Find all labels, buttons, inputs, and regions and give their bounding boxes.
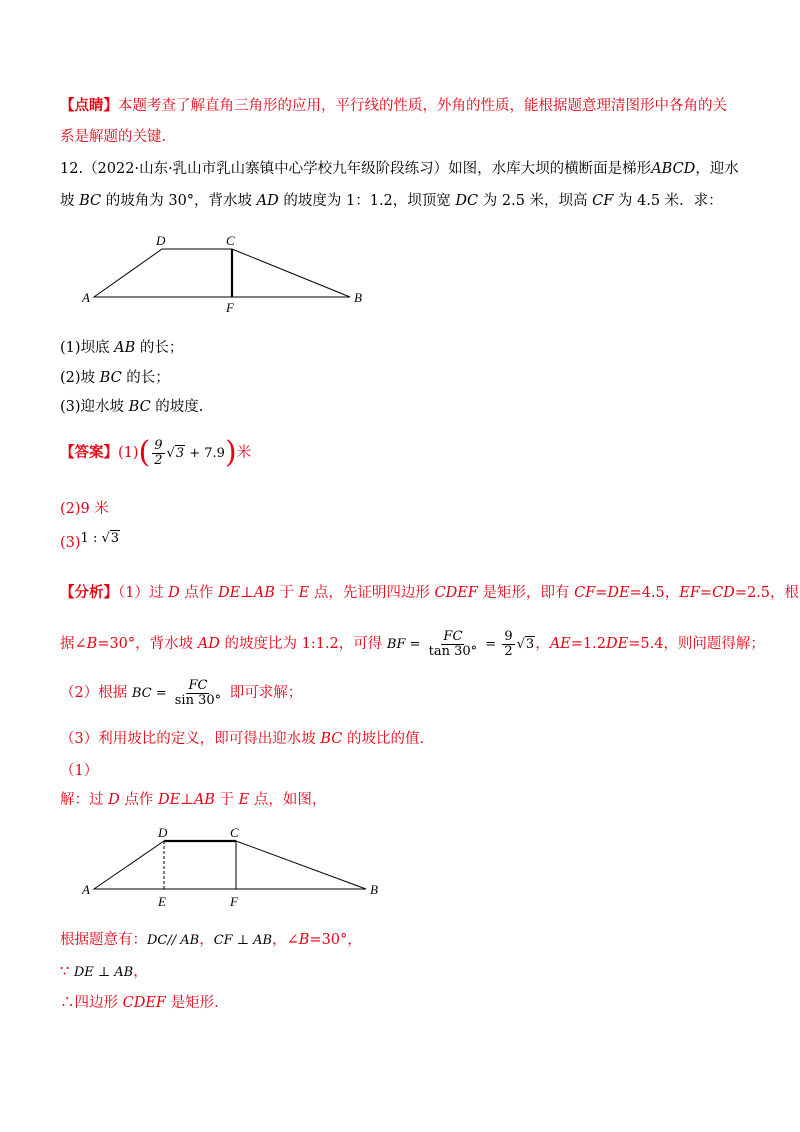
analysis-text: =4.5， xyxy=(629,585,680,601)
solution-part xyxy=(60,761,98,781)
analysis-label: 【分析】 xyxy=(60,584,118,601)
solution-line-2 xyxy=(60,930,362,951)
analysis-text: =2.5，根 xyxy=(734,585,800,601)
analysis-text: 点作 xyxy=(179,585,218,601)
var: CDEF xyxy=(434,585,478,601)
fraction xyxy=(173,679,223,708)
analysis-line-3 xyxy=(60,676,302,711)
problem-text: 为 4.5 米．求： xyxy=(613,193,723,209)
sqrt: √3 xyxy=(516,637,535,652)
frac-den: 2 xyxy=(504,643,513,659)
math-bf: BF xyxy=(386,637,406,652)
frac-num: FC xyxy=(443,628,463,644)
right-paren: ) xyxy=(224,435,237,470)
var: E xyxy=(238,792,250,808)
fraction xyxy=(152,439,164,468)
answer-label: 【答案】 xyxy=(60,444,118,461)
answer-text: + 7.9 xyxy=(185,446,225,461)
var: DE⊥AB xyxy=(157,792,215,808)
math: DC// AB xyxy=(147,933,200,948)
equals: = xyxy=(405,637,425,652)
question-text: 的坡度. xyxy=(150,399,204,415)
radicand: 3 xyxy=(525,637,535,652)
analysis-text: =5.4，则问题得解； xyxy=(628,636,765,652)
var: CF=DE xyxy=(574,585,630,601)
frac-num: 9 xyxy=(154,437,163,453)
solution-text: ， xyxy=(272,932,287,948)
question-text: (1)坝底 xyxy=(60,340,115,356)
fraction xyxy=(427,630,480,659)
solution-text: 是矩形. xyxy=(165,995,219,1011)
var-ab: AB xyxy=(114,340,136,356)
frac-num: FC xyxy=(188,677,208,693)
problem-number: 12. xyxy=(60,161,84,177)
question-3 xyxy=(60,397,203,417)
analysis-line-2 xyxy=(60,626,765,663)
var-cf: CF xyxy=(592,193,614,209)
comment-text-2: 系是解题的关键. xyxy=(60,129,167,145)
comment-label: 【点睛】 xyxy=(60,97,118,114)
answer-3 xyxy=(60,533,120,554)
trapezoid-figure-2 xyxy=(80,822,390,912)
answer-text: (2)9 米 xyxy=(60,501,109,517)
analysis-text: 据∠ xyxy=(60,636,87,652)
analysis-text: =1.2 xyxy=(570,636,606,652)
analysis-text: 的坡度比为 1:1.2，可得 xyxy=(219,636,387,652)
frac-den: 2 xyxy=(154,452,163,468)
equals: = xyxy=(481,637,501,652)
problem-line-1 xyxy=(60,159,739,179)
var-ad: AD xyxy=(256,193,279,209)
solution-line-4 xyxy=(60,993,219,1013)
label-d: D xyxy=(156,233,166,248)
var: DE⊥AB xyxy=(217,585,275,601)
sqrt: √3 xyxy=(166,446,185,461)
answer-text: (3) xyxy=(60,535,81,551)
answer-1 xyxy=(60,436,251,471)
answer-2 xyxy=(60,499,109,519)
var: AE xyxy=(549,636,571,652)
question-2 xyxy=(60,368,170,388)
radicand: 3 xyxy=(110,531,120,546)
solution-text: ∴四边形 xyxy=(60,995,123,1011)
analysis-text: （1）过 xyxy=(118,585,169,601)
var-bc: BC xyxy=(128,399,151,415)
analysis-text: =30°，背水坡 xyxy=(97,636,198,652)
analysis-text: 是矩形，即有 xyxy=(477,585,575,601)
fraction xyxy=(502,630,514,659)
answer-text: (1) xyxy=(118,445,139,461)
label-f: F xyxy=(230,894,238,909)
equals: = xyxy=(151,686,171,701)
var-bc: BC xyxy=(99,370,122,386)
trapezoid-figure-1 xyxy=(80,230,380,320)
solution-line-3 xyxy=(60,962,148,983)
var: EF=CD xyxy=(679,585,735,601)
var: D xyxy=(108,792,120,808)
var-dc: DC xyxy=(455,193,479,209)
problem-text: 的坡角为 30°，背水坡 xyxy=(101,193,257,209)
analysis-line-1 xyxy=(60,583,799,603)
comment-line-2 xyxy=(60,127,166,147)
label-d: D xyxy=(158,825,168,840)
left-paren: ( xyxy=(138,435,151,470)
analysis-line-4 xyxy=(60,729,424,749)
var: B xyxy=(298,932,310,948)
math-bc: BC xyxy=(131,686,152,701)
question-text: 的长； xyxy=(135,340,184,356)
problem-text: 的坡度为 1：1.2，坝顶宽 xyxy=(278,193,456,209)
math: CF ⊥ AB xyxy=(213,933,273,948)
var: D xyxy=(168,585,180,601)
label-b: B xyxy=(370,882,378,897)
problem-text: 为 2.5 米，坝高 xyxy=(478,193,593,209)
var: AD xyxy=(197,636,220,652)
trapezoid-outline xyxy=(94,249,350,297)
because-symbol: ∵ xyxy=(60,964,74,980)
analysis-text: 的坡比的值. xyxy=(342,731,425,747)
trapezoid-outline xyxy=(94,841,366,889)
label-e: E xyxy=(158,894,166,909)
analysis-text: （3）利用坡比的定义，即可得出迎水坡 xyxy=(60,731,321,747)
var: BC xyxy=(320,731,343,747)
solution-line-1 xyxy=(60,790,326,810)
problem-source: （2022·山东·乳山市乳山寨镇中心学校九年级阶段练习） xyxy=(83,161,449,177)
var: B xyxy=(86,636,98,652)
trapezoid-name: ABCD xyxy=(651,161,696,177)
label-a: A xyxy=(82,290,90,305)
solution-text: 点作 xyxy=(119,792,158,808)
frac-den: sin 30° xyxy=(174,692,222,708)
solution-text: 点，如图， xyxy=(249,792,327,808)
angle-symbol: ∠ xyxy=(286,932,299,948)
analysis-text: 于 xyxy=(274,585,299,601)
solution-text: ， xyxy=(199,932,214,948)
frac-num: 9 xyxy=(504,628,513,644)
question-text: (3)迎水坡 xyxy=(60,399,129,415)
label-a: A xyxy=(82,882,90,897)
analysis-text: （2）根据 xyxy=(60,685,132,701)
var: CDEF xyxy=(122,995,166,1011)
question-text: (2)坡 xyxy=(60,370,100,386)
comment-line-1 xyxy=(60,96,727,116)
analysis-text: 即可求解； xyxy=(225,685,303,701)
sqrt: √3 xyxy=(101,531,120,546)
problem-line-2 xyxy=(60,191,723,211)
solution-text: （1） xyxy=(60,763,99,779)
question-text: 的长； xyxy=(121,370,170,386)
question-1 xyxy=(60,338,183,358)
radicand: 3 xyxy=(175,446,185,461)
math: DE ⊥ AB xyxy=(73,965,134,980)
analysis-text: ， xyxy=(535,636,550,652)
analysis-text: 点，先证明四边形 xyxy=(309,585,435,601)
label-f: F xyxy=(226,300,234,315)
solution-text: 于 xyxy=(214,792,239,808)
problem-text: ，迎水 xyxy=(695,161,739,177)
var: E xyxy=(298,585,310,601)
solution-text: ， xyxy=(133,964,148,980)
comment-text-1: 本题考查了解直角三角形的应用，平行线的性质，外角的性质，能根据题意理清图形中各角的关 xyxy=(118,98,727,114)
ratio: 1 : xyxy=(80,531,102,546)
solution-text: =30°， xyxy=(309,932,362,948)
problem-text: 如图，水库大坝的横断面是梯形 xyxy=(448,161,652,177)
label-b: B xyxy=(354,290,362,305)
solution-text: 根据题意有： xyxy=(60,932,147,948)
frac-den: tan 30° xyxy=(428,643,478,659)
problem-text: 坡 xyxy=(60,193,80,209)
var-bc: BC xyxy=(79,193,102,209)
unit: 米 xyxy=(236,445,252,461)
solution-text: 解：过 xyxy=(60,792,109,808)
var: DE xyxy=(605,636,629,652)
label-c: C xyxy=(230,825,239,840)
label-c: C xyxy=(226,233,235,248)
